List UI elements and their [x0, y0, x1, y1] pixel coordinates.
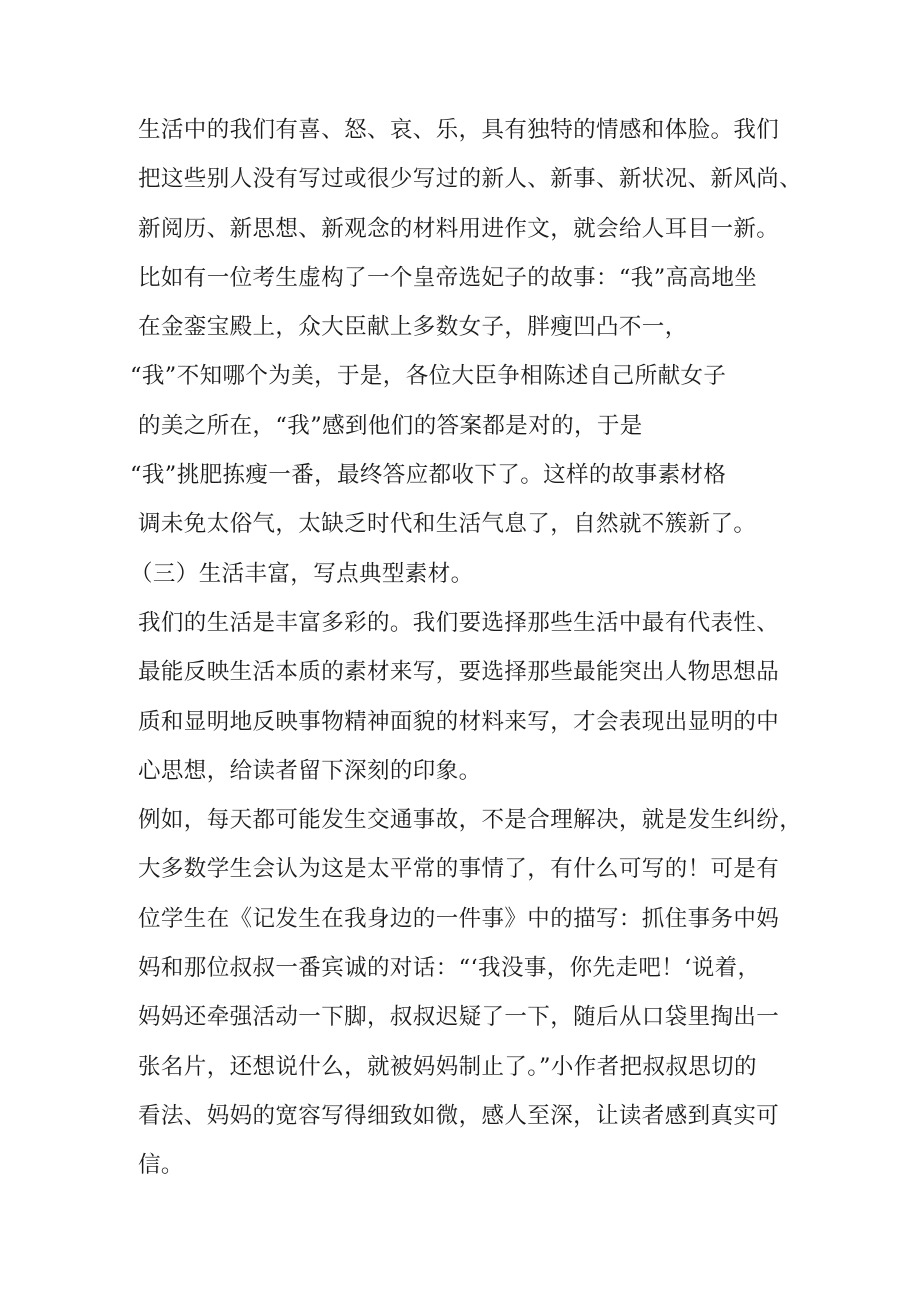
document-body: [130, 106, 803, 1191]
text-line: “我”挑肥拣瘦一番，最终答应都收下了。这样的故事素材格: [130, 462, 727, 489]
text-line: 妈妈还牵强活动一下脚，叔叔迟疑了一下，随后从口袋里掏出一: [138, 1004, 780, 1031]
text-line: 把这些别人没有写过或很少写过的新人、新事、新状况、新风尚、: [138, 166, 803, 193]
text-line: 妈和那位叔叔一番宾诚的对话：“‘我没事，你先走吧！‘说着，: [138, 955, 761, 982]
text-line: 的美之所在，“我”感到他们的答案都是对的，于是: [138, 412, 643, 439]
text-line: 在金銮宝殿上，众大臣献上多数女子，胖瘦凹凸不一，: [138, 314, 688, 341]
text-line: 大多数学生会认为这是太平常的事情了，有什么可写的！可是有: [138, 856, 780, 883]
text-line: 我们的生活是丰富多彩的。我们要选择那些生活中最有代表性、: [138, 609, 780, 636]
text-line: 最能反映生活本质的素材来写，要选择那些最能突出人物思想品: [138, 659, 780, 686]
text-line: 心思想，给读者留下深刻的印象。: [138, 757, 482, 784]
text-line: “我”不知哪个为美，于是，各位大臣争相陈述自己所献女子: [130, 363, 727, 390]
text-line: 信。: [138, 1152, 184, 1179]
text-line: 生活中的我们有喜、怒、哀、乐，具有独特的情感和体脸。我们: [138, 117, 780, 143]
text-line: 调未免太俗气，太缺乏时代和生活气息了，自然就不簇新了。: [138, 511, 757, 538]
text-line: 比如有一位考生虚构了一个皇帝选妃子的故事：“我”高高地坐: [138, 264, 758, 291]
text-line: 张名片，还想说什么，就被妈妈制止了。”小作者把叔叔思切的: [138, 1053, 757, 1080]
section-heading: （三）生活丰富，写点典型素材。: [130, 560, 474, 587]
text-line: 质和显明地反映事物精神面貌的材料来写，才会表现出显明的中: [138, 708, 780, 735]
text-line: 例如，每天都可能发生交通事故，不是合理解决，就是发生纠纷，: [138, 807, 803, 834]
text-line: 看法、妈妈的宽容写得细致如微，感人至深，让读者感到真实可: [138, 1102, 780, 1129]
text-line: 新阅历、新思想、新观念的材料用进作文，就会给人耳目一新。: [138, 215, 780, 242]
text-line: 位学生在《记发生在我身边的一件事》中的描写：抓住事务中妈: [138, 905, 780, 932]
